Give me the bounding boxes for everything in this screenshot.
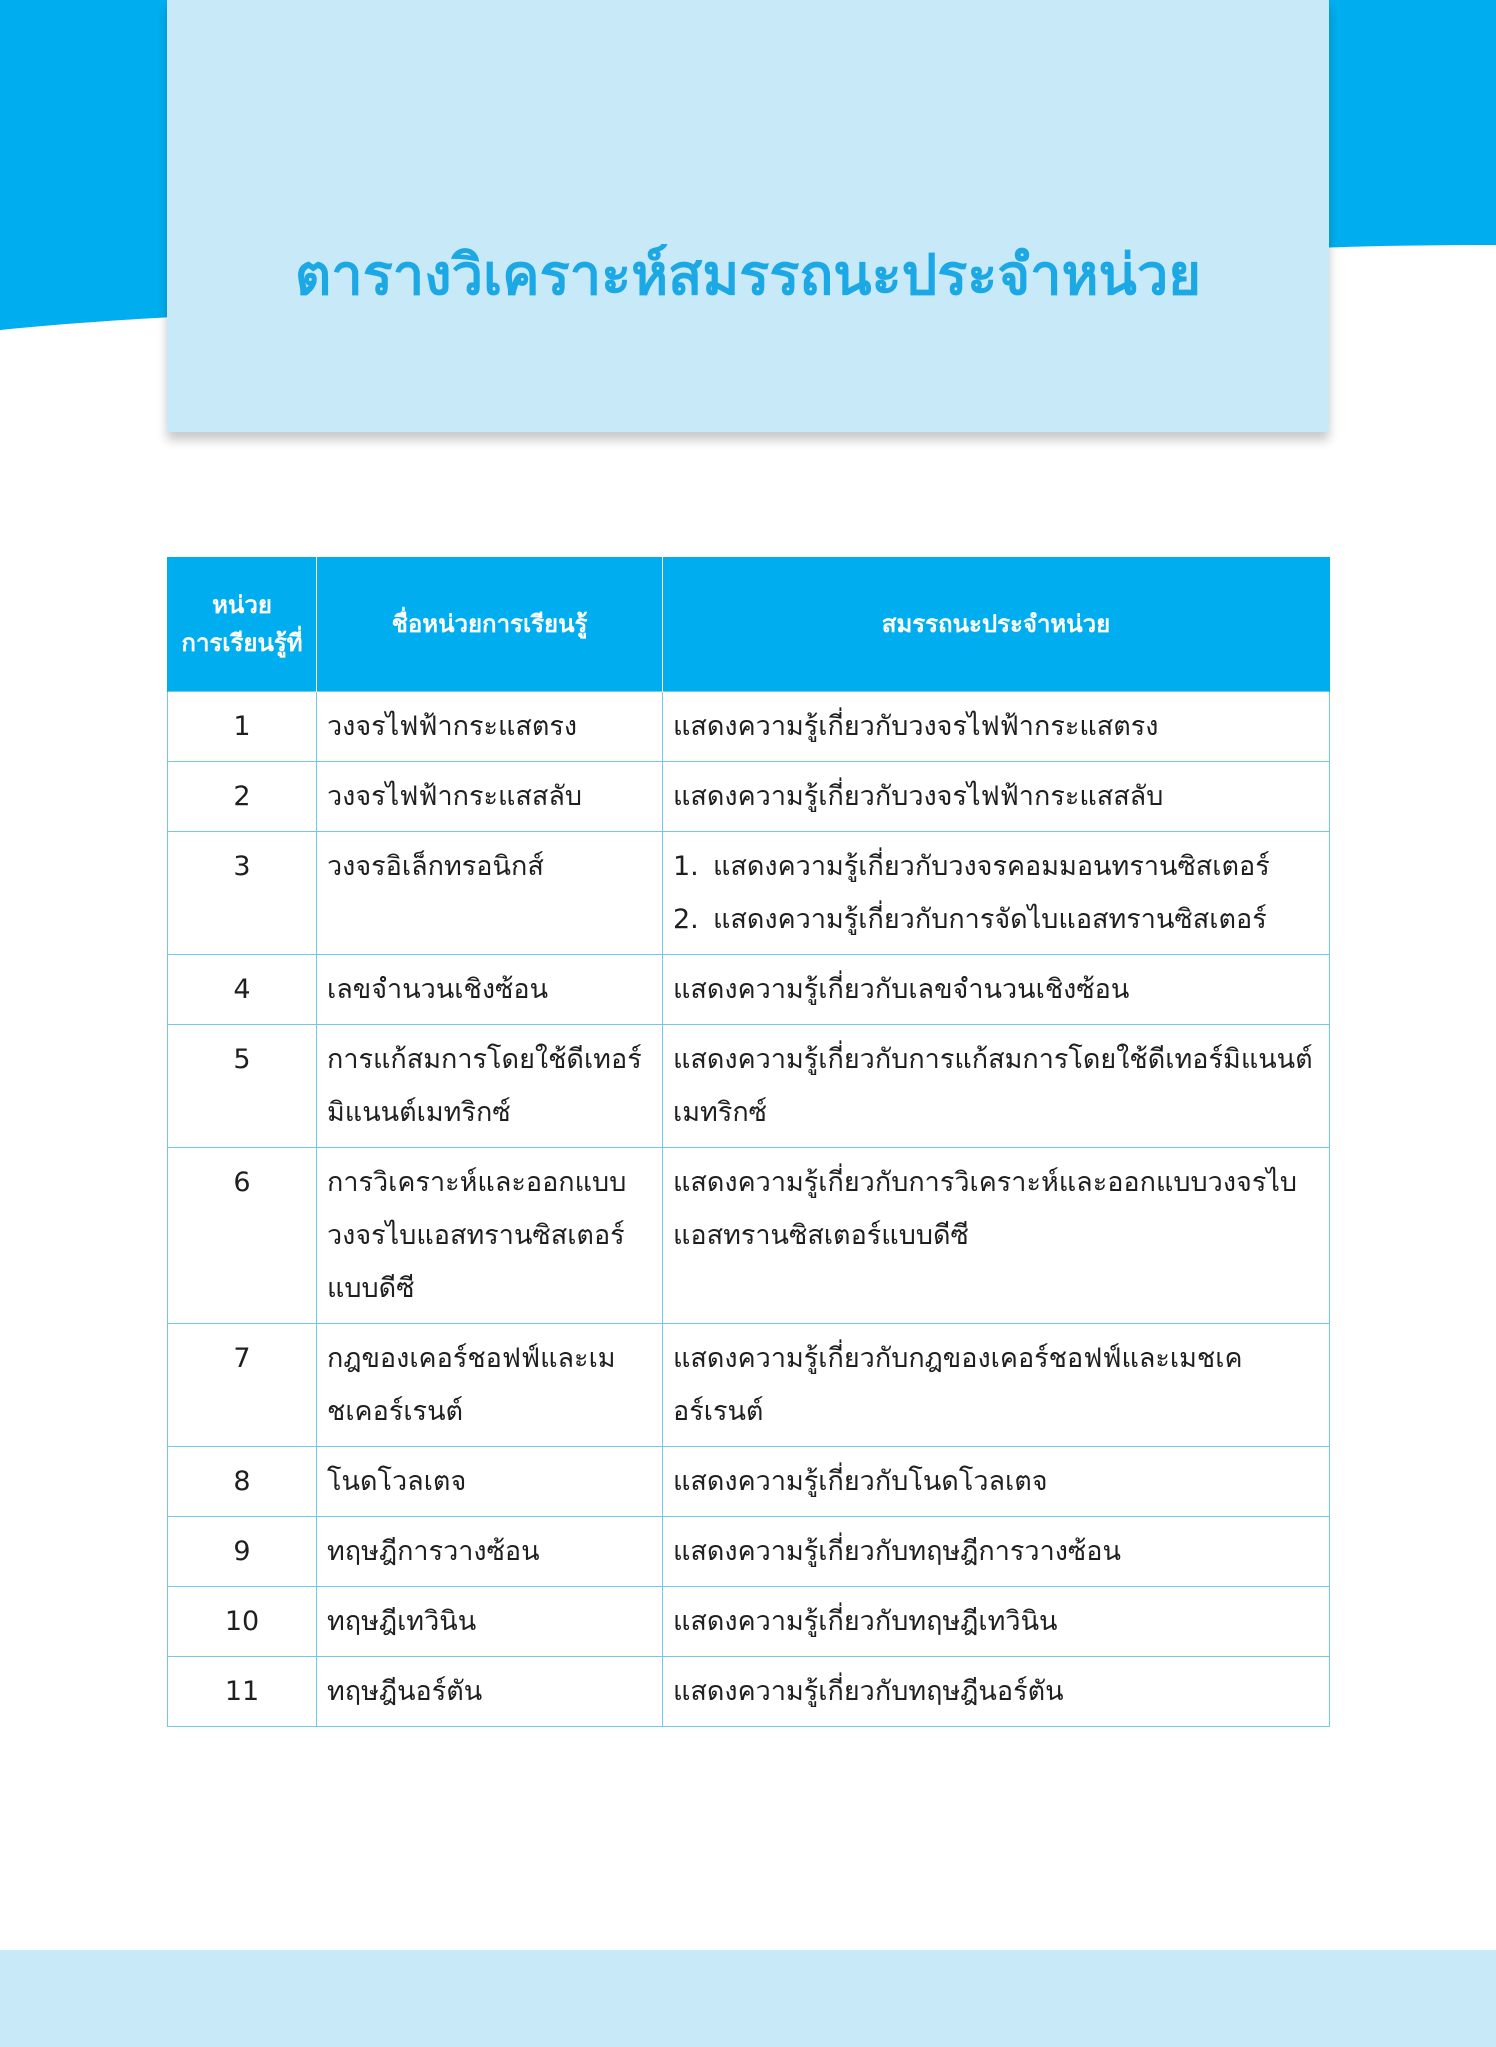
unit-name-cell: ทฤษฎีการวางซ้อน	[317, 1517, 663, 1587]
competency-cell: แสดงความรู้เกี่ยวกับทฤษฎีการวางซ้อน	[663, 1517, 1330, 1587]
unit-name-cell: วงจรไฟฟ้ากระแสสลับ	[317, 762, 663, 832]
table-row	[168, 1148, 1330, 1324]
header-competency: สมรรถนะประจำหน่วย	[663, 557, 1330, 692]
competency-cell: แสดงความรู้เกี่ยวกับการวิเคราะห์และออกแบบวงจรไบแอสทรานซิสเตอร์แบบดีซี	[663, 1148, 1330, 1324]
competency-table-container	[167, 557, 1329, 1727]
table-row	[168, 1447, 1330, 1517]
competency-cell: แสดงความรู้เกี่ยวกับการแก้สมการโดยใช้ดีเทอร์มิแนนต์เมทริกซ์	[663, 1025, 1330, 1148]
table-row	[168, 692, 1330, 762]
unit-name-cell: ทฤษฎีนอร์ตัน	[317, 1657, 663, 1727]
table-row	[168, 1025, 1330, 1148]
competency-cell: แสดงความรู้เกี่ยวกับเลขจำนวนเชิงซ้อน	[663, 955, 1330, 1025]
table-row	[168, 955, 1330, 1025]
header-unit-name: ชื่อหน่วยการเรียนรู้	[317, 557, 663, 692]
competency-cell: แสดงความรู้เกี่ยวกับโนดโวลเตจ	[663, 1447, 1330, 1517]
unit-number-cell: 1	[168, 692, 317, 762]
table-row	[168, 762, 1330, 832]
unit-number-cell: 8	[168, 1447, 317, 1517]
unit-name-cell: การวิเคราะห์และออกแบบวงจรไบแอสทรานซิสเตอร์แบบดีซี	[317, 1148, 663, 1324]
unit-number-cell: 3	[168, 832, 317, 955]
unit-number-cell: 4	[168, 955, 317, 1025]
unit-number-cell: 7	[168, 1324, 317, 1447]
unit-name-cell: ทฤษฎีเทวินิน	[317, 1587, 663, 1657]
competency-list-item: 2. แสดงความรู้เกี่ยวกับการจัดไบแอสทรานซิสเตอร์	[673, 904, 1267, 935]
competency-cell: แสดงความรู้เกี่ยวกับวงจรไฟฟ้ากระแสตรง	[663, 692, 1330, 762]
unit-number-cell: 5	[168, 1025, 317, 1148]
competency-list-item: 1. แสดงความรู้เกี่ยวกับวงจรคอมมอนทรานซิสเตอร์	[673, 851, 1270, 882]
table-row	[168, 1517, 1330, 1587]
unit-number-cell: 9	[168, 1517, 317, 1587]
unit-name-cell: กฎของเคอร์ชอฟฟ์และเมชเคอร์เรนต์	[317, 1324, 663, 1447]
competency-cell: แสดงความรู้เกี่ยวกับกฎของเคอร์ชอฟฟ์และเมชเคอร์เรนต์	[663, 1324, 1330, 1447]
unit-number-cell: 10	[168, 1587, 317, 1657]
unit-number-cell: 2	[168, 762, 317, 832]
competency-table	[167, 557, 1330, 1727]
unit-name-cell: วงจรอิเล็กทรอนิกส์	[317, 832, 663, 955]
competency-cell	[663, 832, 1330, 955]
table-row	[168, 1324, 1330, 1447]
title-card	[167, 0, 1329, 432]
footer-band	[0, 1950, 1496, 2047]
page-title: ตารางวิเคราะห์สมรรถนะประจำหน่วย	[294, 243, 1202, 308]
competency-cell: แสดงความรู้เกี่ยวกับทฤษฎีเทวินิน	[663, 1587, 1330, 1657]
table-row	[168, 1587, 1330, 1657]
unit-name-cell: เลขจำนวนเชิงซ้อน	[317, 955, 663, 1025]
competency-cell: แสดงความรู้เกี่ยวกับวงจรไฟฟ้ากระแสสลับ	[663, 762, 1330, 832]
competency-cell: แสดงความรู้เกี่ยวกับทฤษฎีนอร์ตัน	[663, 1657, 1330, 1727]
header-unit-number: หน่วย การเรียนรู้ที่	[168, 557, 317, 692]
unit-number-cell: 11	[168, 1657, 317, 1727]
unit-name-cell: วงจรไฟฟ้ากระแสตรง	[317, 692, 663, 762]
table-row	[168, 1657, 1330, 1727]
unit-number-cell: 6	[168, 1148, 317, 1324]
unit-name-cell: โนดโวลเตจ	[317, 1447, 663, 1517]
unit-name-cell: การแก้สมการโดยใช้ดีเทอร์มิแนนต์เมทริกซ์	[317, 1025, 663, 1148]
table-row	[168, 832, 1330, 955]
table-header-row	[168, 557, 1330, 692]
